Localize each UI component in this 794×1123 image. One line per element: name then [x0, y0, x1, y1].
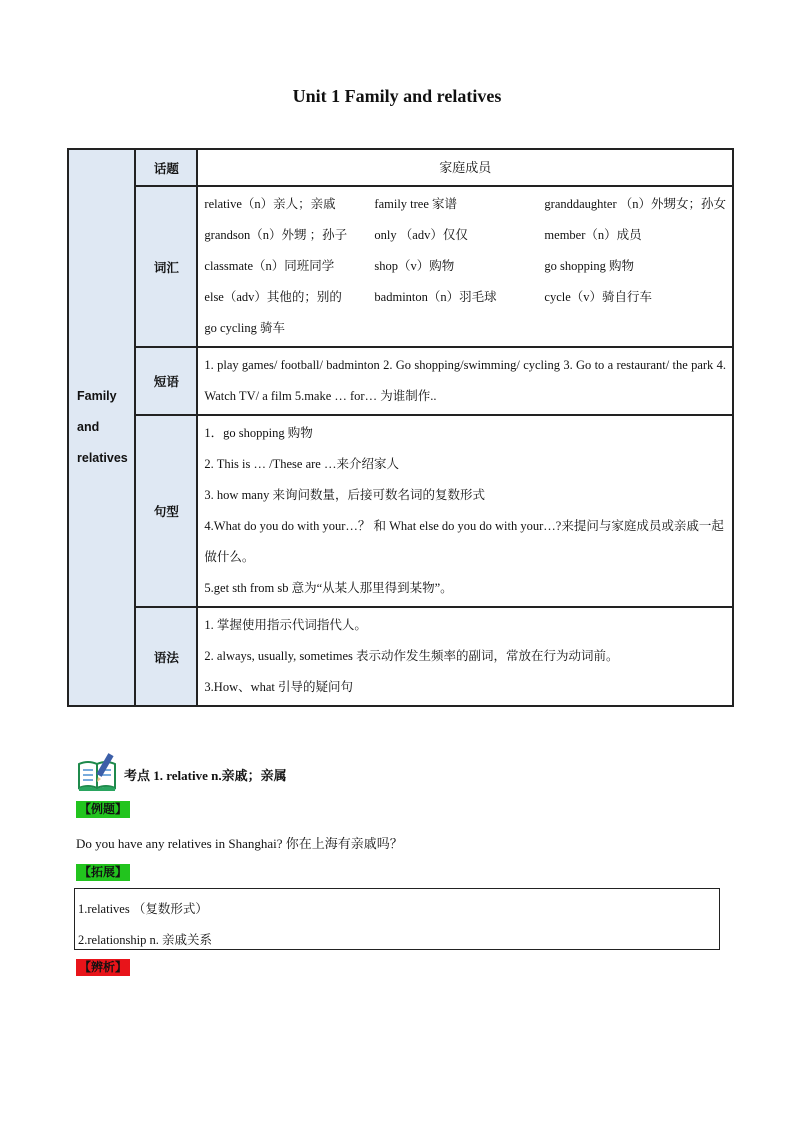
vocab-row: [204, 251, 726, 282]
vocab-item: cycle（v）骑自行车: [544, 290, 653, 304]
topic-label: 话题: [135, 149, 197, 186]
vocab-item: grandson（n）外甥 ；孙子: [204, 228, 348, 242]
vocab-label: 词汇: [135, 186, 197, 347]
sentences-label: 句型: [135, 415, 197, 607]
sentence-line: 1．go shopping 购物: [204, 426, 313, 440]
key-point-heading: [76, 752, 287, 797]
expand-line: 2.relationship n. 亲戚关系: [78, 933, 213, 947]
phrases-text: 1. play games/ football/ badminton 2. Go shopping/swimming/ cycling 3. Go to a restaurant/ the park 4. Watch TV/ a film 5.make … for… 为谁制作..: [197, 347, 733, 415]
vocab-row: [204, 220, 726, 251]
sentence-line: 4.What do you do with your…？ 和 What else do you do with your…?来提问与家庭成员或亲戚一起做什么。: [204, 519, 724, 564]
page-title: Unit 1 Family and relatives: [292, 86, 502, 106]
unit-label-line: Family: [77, 389, 117, 403]
topic-value: 家庭成员: [197, 149, 733, 186]
unit-label-line: relatives: [77, 451, 128, 465]
grammar-label: 语法: [135, 607, 197, 706]
sentence-line: 3. how many 来询问数量，后接可数名词的复数形式: [204, 488, 485, 502]
grammar-line: 1. 掌握使用指示代词指代人。: [204, 618, 367, 632]
sentence-line: 2. This is … /These are …来介绍家人: [204, 457, 399, 471]
analysis-tag: 【辨析】: [76, 959, 130, 976]
unit-label-line: and: [77, 420, 100, 434]
vocab-item: else（adv）其他的；别的: [204, 290, 342, 304]
example-sentence: Do you have any relatives in Shanghai? 你在上海有亲戚吗？: [76, 836, 403, 851]
grammar-cell: [197, 607, 733, 706]
expand-box: [74, 888, 720, 950]
example-tag: 【例题】: [76, 801, 130, 818]
vocab-item: classmate（n）同班同学: [204, 259, 335, 273]
sentences-cell: [197, 415, 733, 607]
grammar-line: 3.How、what 引导的疑问句: [204, 680, 354, 694]
vocab-item: relative（n）亲人；亲戚: [204, 197, 336, 211]
vocab-item: member（n）成员: [544, 228, 642, 242]
vocab-item: shop（v）购物: [374, 259, 455, 273]
vocab-item: badminton（n）羽毛球: [374, 290, 497, 304]
key-point-title: 考点 1. relative n.亲戚；亲属: [124, 768, 287, 783]
vocab-row: [204, 282, 726, 313]
expand-line: 1.relatives （复数形式）: [78, 902, 208, 916]
vocab-item: granddaughter （n）外甥女；孙女: [544, 197, 726, 211]
vocab-item: go shopping 购物: [544, 259, 635, 273]
vocab-cell: [197, 186, 733, 347]
vocab-row: [204, 313, 726, 344]
vocab-item: only （adv）仅仅: [374, 228, 468, 242]
vocab-item: go cycling 骑车: [204, 321, 285, 335]
expand-tag: 【拓展】: [76, 864, 130, 881]
vocab-item: family tree 家谱: [374, 197, 458, 211]
book-pencil-icon: [76, 752, 120, 797]
vocab-row: [204, 189, 726, 220]
summary-table: [67, 148, 734, 707]
unit-label-cell: [68, 149, 135, 706]
sentence-line: 5.get sth from sb 意为“从某人那里得到某物”。: [204, 581, 453, 595]
grammar-line: 2. always, usually, sometimes 表示动作发生频率的副词，常放在行为动词前。: [204, 649, 619, 663]
phrases-label: 短语: [135, 347, 197, 415]
